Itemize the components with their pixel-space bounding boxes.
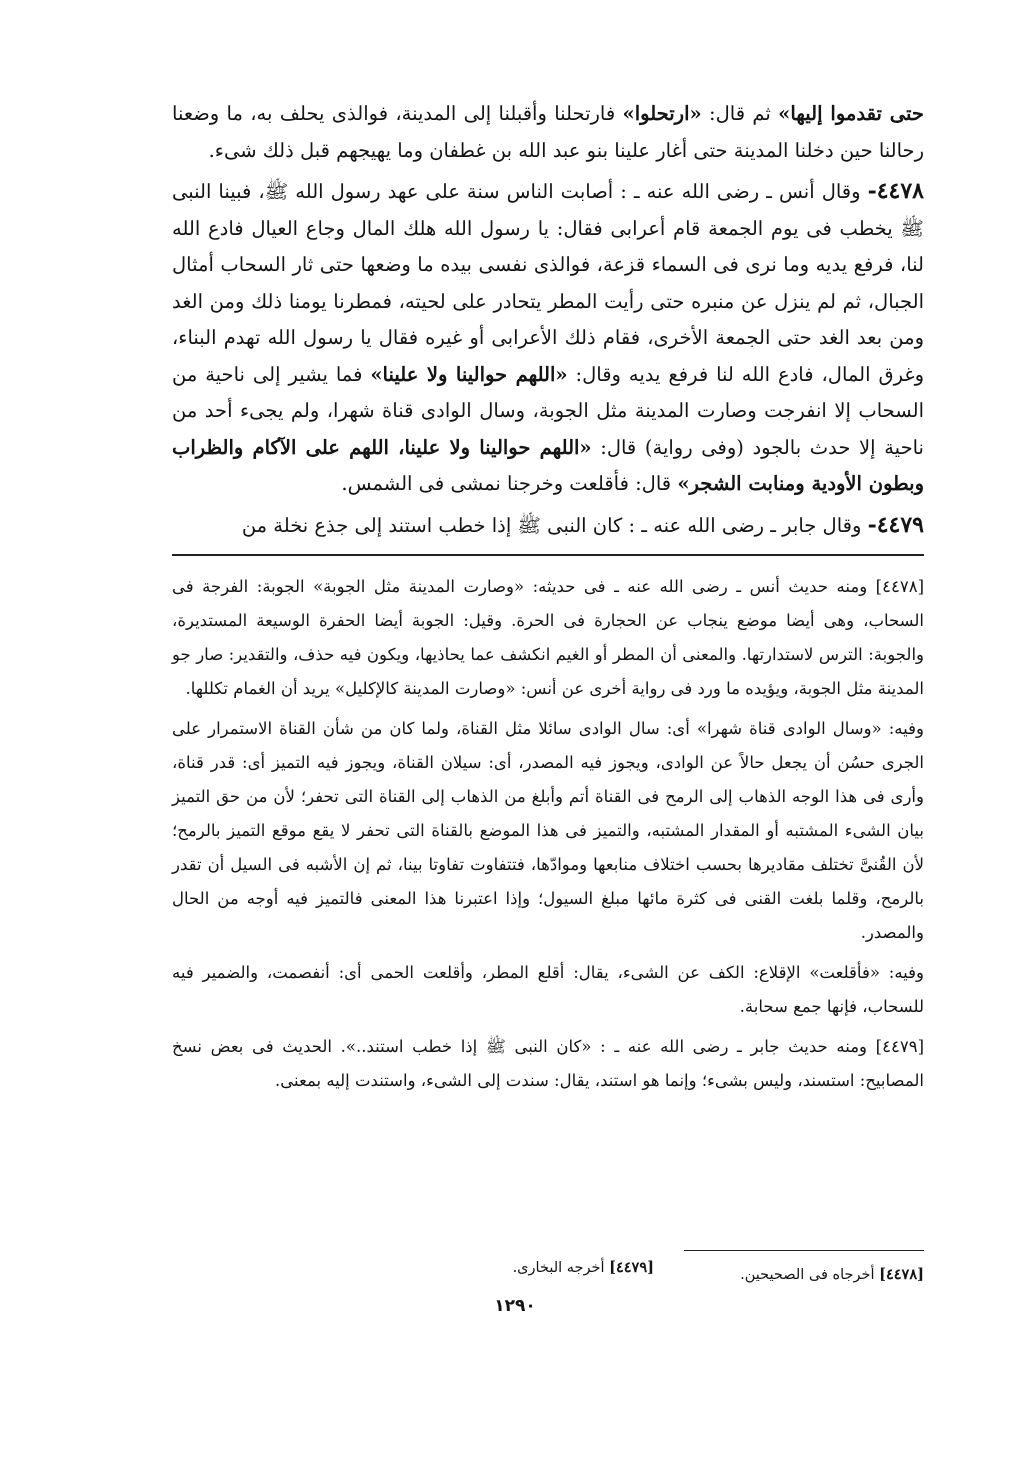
bold-phrase: «اللهم حوالينا ولا علينا» <box>370 362 568 386</box>
text-run: وقال جابر ـ رضى الله عنه ـ : كان النبى ﷺ إذا خطب استند إلى جذع نخلة من <box>241 513 868 537</box>
hadith-4478 <box>172 173 924 503</box>
hadith-number: ٤٤٧٩- <box>867 511 924 538</box>
footnote-4479 <box>513 1259 654 1276</box>
hadith-number: ٤٤٧٨- <box>867 178 924 204</box>
section-divider <box>172 554 924 556</box>
bold-phrase: «اللهم حوالينا ولا علينا، اللهم على الآكام والظراب وبطون الأودية ومنابت الشجر» <box>172 435 924 495</box>
commentary-paragraph: [٤٤٧٨] ومنه حديث أنس ـ رضى الله عنه ـ فى حديثه: «وصارت المدينة مثل الجوبة» الجوبة: الفرجة فى السحاب، وهى أيضا موضع ينجاب عن الحجارة فى الحرة. وقيل: الجوبة أيضا الحفرة الوسيعة المستديرة، والجوبة: الترس لاستدارتها. والمعنى أن المطر أو الغيم انكشف عما يحاذيها، ويكون فيه حذف، والتقدير: صار جو المدينة مثل الجوبة، ويؤيده ما ورد فى رواية أخرى عن أنس: «وصارت المدينة كالإكليل» يريد أن الغمام تكللها. <box>172 577 924 698</box>
bold-phrase: «ارتحلوا» <box>622 102 702 125</box>
main-text <box>172 96 924 544</box>
bold-phrase: حتى تقدموا إليها» <box>778 102 924 125</box>
footnote-number: [٤٤٧٩] <box>609 1259 654 1276</box>
commentary-paragraph: وفيه: «وسال الوادى قناة شهرا» أى: سال الوادى سائلا مثل القناة، ولما كان من شأن القناة الاستمرار على الجرى حسُن أن يجعل حالاً عن الوادى، ويجوز فيه المصدر، أى: سيلان القناة، ويجوز فيه التميز أى: قدر قناة، وأرى فى هذا الوجه الذهاب إلى الرمح فى القناة أتم وأبلغ من الذهاب إلى القناة التى تحفر؛ لأن من حق التميز بيان الشىء المشتبه أو المقدار المشتبه، والتميز فى هذا الموضع بالقناة التى تحفر لا يقع موقع التميز بالرمح؛ لأن القُنىَّ تختلف مقاديرها بحسب اختلاف منابعها وموادّها، فتتفاوت تفاوتا بينا، ثم إن الأشبه فى السيل أن تقدر بالرمح، وقلما بلغت القنى فى كثرة مائها مبلغ السيول؛ وإذا اعتبرنا هذا المعنى فالتميز فيه أوجه من الحال والمصدر. <box>172 719 924 942</box>
text-run: فارتحلنا وأقبلنا إلى المدينة، فوالذى يحلف به، ما وضعنا رحالنا حين دخلنا المدينة حتى أغار علينا بنو عبد الله بن غطفان وما يهيجهم قبل ذلك شىء. <box>172 102 924 162</box>
text-run: فما يشير إلى ناحية من السحاب إلا انفرجت وصارت المدينة مثل الجوبة، وسال الوادى قناة شهرا، ولم يجىء أحد من ناحية إلا حدث بالجود (وفى رواية) قال: <box>172 362 924 459</box>
footnote-divider <box>684 1250 924 1251</box>
hadith-4479 <box>172 507 924 545</box>
footnote-text: أخرجاه فى الصحيحين. <box>740 1267 880 1283</box>
footnote-4478 <box>740 1266 924 1283</box>
page-body <box>172 96 924 1104</box>
commentary-paragraph: [٤٤٧٩] ومنه حديث جابر ـ رضى الله عنه ـ : «كان النبى ﷺ إذا خطب استند..». الحديث فى بعض نسخ المصابيح: استسند، وليس بشىء؛ وإنما هو استند، يقال: سندت إلى الشىء، واستندت إليه بمعنى. <box>172 1037 924 1090</box>
paragraph-continued <box>172 96 924 169</box>
footnote-number: [٤٤٧٨] <box>879 1266 924 1283</box>
commentary <box>172 570 924 1098</box>
text-run: ثم قال: <box>701 102 779 125</box>
text-run: قال: فأقلعت وخرجنا نمشى فى الشمس. <box>341 472 678 495</box>
page-number: ١٢٩٠ <box>494 1296 536 1316</box>
footnote-text: أخرجه البخارى. <box>512 1260 610 1276</box>
text-run: وقال أنس ـ رضى الله عنه ـ : أصابت الناس سنة على عهد رسول الله ﷺ، فبينا النبى ﷺ يخطب فى يوم الجمعة قام أعرابى فقال: يا رسول الله هلك المال وجاع العيال فادع الله لنا، فرفع يديه وما نرى فى السماء قزعة، فوالذى نفسى بيده ما وضعها حتى ثار السحاب أمثال الجبال، ثم لم ينزل عن منبره حتى رأيت المطر يتحادر على لحيته، فمطرنا يومنا ذلك ومن الغد ومن بعد الغد حتى الجمعة الأخرى، فقام ذلك الأعرابى أو غيره فقال يا رسول الله تهدم البناء، وغرق المال، فادع الله لنا فرفع يديه وقال: <box>172 180 924 386</box>
commentary-paragraph: وفيه: «فأقلعت» الإقلاع: الكف عن الشىء، يقال: أقلع المطر، وأقلعت الحمى أى: أنفصمت، والضمير فيه للسحاب، فإنها جمع سحابة. <box>172 963 924 1016</box>
